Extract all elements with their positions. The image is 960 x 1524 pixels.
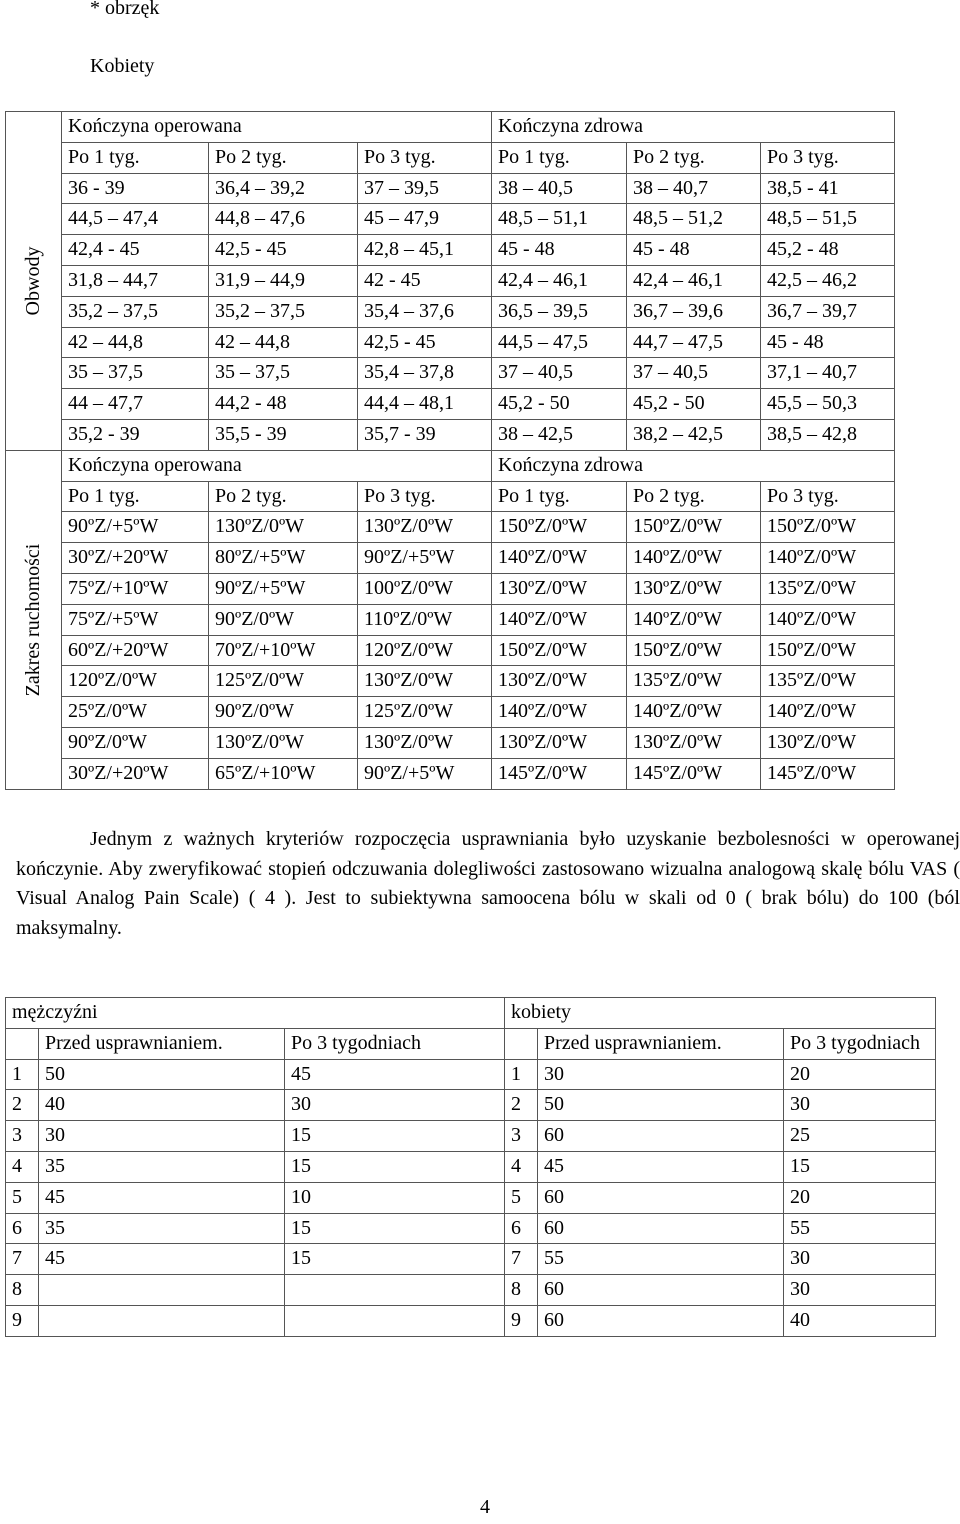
table-cell: 45,2 - 50 (627, 389, 761, 420)
table-cell: 3 (6, 1121, 39, 1152)
table-cell: 44,5 – 47,4 (62, 204, 209, 235)
table-cell: 40 (784, 1305, 936, 1336)
table-cell: 25ºZ/0ºW (62, 697, 209, 728)
table-cell: 9 (505, 1305, 538, 1336)
table-row (6, 327, 895, 358)
table-week-header-row (6, 142, 895, 173)
group-header-men: mężczyźni (6, 998, 505, 1029)
column-header-after: Po 3 tygodniach (285, 1028, 505, 1059)
side-label-zakres (6, 450, 62, 789)
table-cell (39, 1305, 285, 1336)
table-cell: 45 (39, 1244, 285, 1275)
table-cell: 1 (6, 1059, 39, 1090)
table-cell: 38,2 – 42,5 (627, 419, 761, 450)
table-row (6, 1305, 936, 1336)
table-cell: 130ºZ/0ºW (627, 727, 761, 758)
table-cell: 90ºZ/+5ºW (209, 573, 358, 604)
table-cell: 90ºZ/0ºW (209, 697, 358, 728)
table-cell: 42,8 – 45,1 (358, 235, 492, 266)
table-cell: 30 (784, 1244, 936, 1275)
table-cell: 35,4 – 37,6 (358, 296, 492, 327)
table-cell: 44,7 – 47,5 (627, 327, 761, 358)
side-label-obwody (6, 112, 62, 451)
table-cell: 120ºZ/0ºW (358, 635, 492, 666)
table-cell: 8 (505, 1275, 538, 1306)
table-cell: 38,5 – 42,8 (761, 419, 895, 450)
table-cell: 35 (39, 1151, 285, 1182)
table-cell: 8 (6, 1275, 39, 1306)
vas-paragraph (16, 825, 960, 943)
table-cell: 30ºZ/+20ºW (62, 758, 209, 789)
table-cell: 45,2 - 50 (492, 389, 627, 420)
table-cell: 42 - 45 (358, 265, 492, 296)
table-group-header-row (6, 450, 895, 481)
table-cell: 135ºZ/0ºW (761, 573, 895, 604)
table-cell: 65ºZ/+10ºW (209, 758, 358, 789)
table-cell: 36,7 – 39,7 (761, 296, 895, 327)
table-cell: 9 (6, 1305, 39, 1336)
table-cell: 60 (538, 1305, 784, 1336)
table-cell: 37,1 – 40,7 (761, 358, 895, 389)
table-cell: 15 (285, 1244, 505, 1275)
table-cell: 60 (538, 1275, 784, 1306)
week-header: Po 3 tyg. (761, 481, 895, 512)
empty-cell (6, 1028, 39, 1059)
table-cell: 130ºZ/0ºW (627, 573, 761, 604)
table-cell: 130ºZ/0ºW (492, 727, 627, 758)
table-cell: 6 (6, 1213, 39, 1244)
table-row (6, 204, 895, 235)
table-cell: 90ºZ/+5ºW (358, 758, 492, 789)
table-cell: 10 (285, 1182, 505, 1213)
empty-cell (505, 1028, 538, 1059)
table-cell: 37 – 40,5 (492, 358, 627, 389)
table-cell: 45 - 48 (627, 235, 761, 266)
table-cell: 130ºZ/0ºW (209, 727, 358, 758)
group-header-operated: Kończyna operowana (62, 112, 492, 143)
table-cell: 36,5 – 39,5 (492, 296, 627, 327)
table-cell (285, 1305, 505, 1336)
table-cell: 130ºZ/0ºW (492, 573, 627, 604)
table-cell: 15 (285, 1121, 505, 1152)
table-cell: 15 (285, 1151, 505, 1182)
week-header: Po 3 tyg. (358, 481, 492, 512)
table-cell: 5 (6, 1182, 39, 1213)
column-header-before: Przed usprawnianiem. (39, 1028, 285, 1059)
table-cell: 35 (39, 1213, 285, 1244)
table-week-header-row (6, 481, 895, 512)
table-cell: 42,5 - 45 (209, 235, 358, 266)
table-cell: 38,5 - 41 (761, 173, 895, 204)
table-cell: 130ºZ/0ºW (358, 512, 492, 543)
table-cell: 35,5 - 39 (209, 419, 358, 450)
table-row (6, 604, 895, 635)
table-row (6, 666, 895, 697)
week-header: Po 2 tyg. (627, 142, 761, 173)
table-row (6, 1244, 936, 1275)
table-cell: 20 (784, 1182, 936, 1213)
table-cell: 140ºZ/0ºW (627, 543, 761, 574)
table-cell: 1 (505, 1059, 538, 1090)
table-cell: 2 (6, 1090, 39, 1121)
week-header: Po 1 tyg. (492, 142, 627, 173)
footnote-oedema: * obrzęk (90, 0, 160, 19)
table-cell: 35,2 - 39 (62, 419, 209, 450)
table-cell: 42,5 - 45 (358, 327, 492, 358)
week-header: Po 2 tyg. (209, 142, 358, 173)
group-header-healthy: Kończyna zdrowa (492, 450, 895, 481)
table-cell: 44,2 - 48 (209, 389, 358, 420)
week-header: Po 3 tyg. (358, 142, 492, 173)
table-row (6, 1059, 936, 1090)
table-cell: 7 (6, 1244, 39, 1275)
table-row (6, 758, 895, 789)
table-cell: 36 - 39 (62, 173, 209, 204)
table-cell: 30 (784, 1275, 936, 1306)
table-row (6, 389, 895, 420)
table-cell: 90ºZ/+5ºW (62, 512, 209, 543)
table-cell (285, 1275, 505, 1306)
vas-group-header-row (6, 998, 936, 1029)
week-header: Po 1 tyg. (62, 142, 209, 173)
table-cell: 7 (505, 1244, 538, 1275)
table-row (6, 358, 895, 389)
circumference-mobility-table (5, 111, 895, 790)
table-cell: 100ºZ/0ºW (358, 573, 492, 604)
vas-column-header-row (6, 1028, 936, 1059)
table-cell: 6 (505, 1213, 538, 1244)
table-cell: 30 (784, 1090, 936, 1121)
table-cell: 60ºZ/+20ºW (62, 635, 209, 666)
page-number: 4 (480, 1496, 490, 1518)
table-cell: 150ºZ/0ºW (627, 635, 761, 666)
table-cell: 60 (538, 1121, 784, 1152)
table-cell: 90ºZ/0ºW (209, 604, 358, 635)
table-cell: 35,2 – 37,5 (209, 296, 358, 327)
table-cell: 30 (39, 1121, 285, 1152)
table-cell: 40 (39, 1090, 285, 1121)
table-cell: 150ºZ/0ºW (627, 512, 761, 543)
table-cell: 3 (505, 1121, 538, 1152)
table-cell: 135ºZ/0ºW (761, 666, 895, 697)
table-row (6, 419, 895, 450)
group-label-women: Kobiety (90, 55, 155, 77)
table-cell: 60 (538, 1182, 784, 1213)
table-cell: 42 – 44,8 (209, 327, 358, 358)
table-cell: 42,4 - 45 (62, 235, 209, 266)
table-row (6, 1151, 936, 1182)
table-cell: 80ºZ/+5ºW (209, 543, 358, 574)
table-group-header-row (6, 112, 895, 143)
table-cell: 125ºZ/0ºW (209, 666, 358, 697)
table-cell: 30ºZ/+20ºW (62, 543, 209, 574)
table-row (6, 235, 895, 266)
table-cell: 38 – 40,7 (627, 173, 761, 204)
table-cell: 31,8 – 44,7 (62, 265, 209, 296)
table-cell: 55 (538, 1244, 784, 1275)
table-cell: 140ºZ/0ºW (761, 604, 895, 635)
table-cell: 45,2 - 48 (761, 235, 895, 266)
table-cell: 37 – 39,5 (358, 173, 492, 204)
table-cell: 125ºZ/0ºW (358, 697, 492, 728)
table-cell: 145ºZ/0ºW (627, 758, 761, 789)
table-row (6, 697, 895, 728)
table-row (6, 543, 895, 574)
table-cell: 15 (285, 1213, 505, 1244)
table-cell: 130ºZ/0ºW (761, 727, 895, 758)
vas-paragraph-text: Jednym z ważnych kryteriów rozpoczęcia usprawniania było uzyskanie bezbolesności w operowanej kończynie. Aby zweryfikować stopień odczuwania dolegliwości zastosowano wizualna analogową skalę bólu VAS ( Visual Analog Pain Scale) ( 4 ). Jest to subiektywna samoocena bólu w skali od 0 ( brak bólu) do 100 (ból maksymalny. (16, 828, 960, 939)
table-cell: 30 (538, 1059, 784, 1090)
table-cell: 150ºZ/0ºW (492, 512, 627, 543)
table-cell: 70ºZ/+10ºW (209, 635, 358, 666)
table-cell (39, 1275, 285, 1306)
table-cell: 135ºZ/0ºW (627, 666, 761, 697)
table-cell: 45 (538, 1151, 784, 1182)
table-cell: 37 – 40,5 (627, 358, 761, 389)
table-cell: 45 - 48 (761, 327, 895, 358)
table-cell: 2 (505, 1090, 538, 1121)
table-cell: 45 - 48 (492, 235, 627, 266)
table-row (6, 727, 895, 758)
table-cell: 130ºZ/0ºW (358, 727, 492, 758)
table-row (6, 1090, 936, 1121)
week-header: Po 1 tyg. (62, 481, 209, 512)
table-cell: 130ºZ/0ºW (358, 666, 492, 697)
week-header: Po 1 tyg. (492, 481, 627, 512)
table-cell: 4 (6, 1151, 39, 1182)
table-cell: 130ºZ/0ºW (209, 512, 358, 543)
table-cell: 35 – 37,5 (209, 358, 358, 389)
table-cell: 130ºZ/0ºW (492, 666, 627, 697)
table-cell: 45,5 – 50,3 (761, 389, 895, 420)
table-cell: 45 (285, 1059, 505, 1090)
side-label-text: Zakres ruchomości (21, 543, 44, 697)
table-cell: 45 – 47,9 (358, 204, 492, 235)
table-cell: 42 – 44,8 (62, 327, 209, 358)
group-header-operated: Kończyna operowana (62, 450, 492, 481)
table-row (6, 1213, 936, 1244)
table-row (6, 512, 895, 543)
table-cell: 140ºZ/0ºW (627, 697, 761, 728)
table-cell: 140ºZ/0ºW (761, 543, 895, 574)
table-row (6, 265, 895, 296)
table-cell: 140ºZ/0ºW (492, 697, 627, 728)
group-header-healthy: Kończyna zdrowa (492, 112, 895, 143)
table-cell: 15 (784, 1151, 936, 1182)
table-cell: 38 – 42,5 (492, 419, 627, 450)
side-label-text: Obwody (21, 246, 44, 316)
table-cell: 36,4 – 39,2 (209, 173, 358, 204)
table-cell: 90ºZ/+5ºW (358, 543, 492, 574)
table-cell: 120ºZ/0ºW (62, 666, 209, 697)
table-cell: 150ºZ/0ºW (761, 512, 895, 543)
table-cell: 60 (538, 1213, 784, 1244)
column-header-after: Po 3 tygodniach (784, 1028, 936, 1059)
table-cell: 140ºZ/0ºW (492, 543, 627, 574)
table-cell: 75ºZ/+5ºW (62, 604, 209, 635)
table-cell: 140ºZ/0ºW (492, 604, 627, 635)
table-cell: 145ºZ/0ºW (761, 758, 895, 789)
table-cell: 30 (285, 1090, 505, 1121)
table-cell: 140ºZ/0ºW (761, 697, 895, 728)
table-cell: 44 – 47,7 (62, 389, 209, 420)
table-cell: 35,2 – 37,5 (62, 296, 209, 327)
table-cell: 44,5 – 47,5 (492, 327, 627, 358)
table-row (6, 173, 895, 204)
table-cell: 48,5 – 51,2 (627, 204, 761, 235)
table-row (6, 296, 895, 327)
table-cell: 110ºZ/0ºW (358, 604, 492, 635)
table-cell: 140ºZ/0ºW (627, 604, 761, 635)
table-row (6, 573, 895, 604)
table-cell: 31,9 – 44,9 (209, 265, 358, 296)
table-row (6, 1275, 936, 1306)
table-cell: 35 – 37,5 (62, 358, 209, 389)
table-cell: 44,4 – 48,1 (358, 389, 492, 420)
table-cell: 38 – 40,5 (492, 173, 627, 204)
vas-score-table (5, 997, 936, 1337)
table-cell: 150ºZ/0ºW (761, 635, 895, 666)
table-cell: 50 (39, 1059, 285, 1090)
week-header: Po 3 tyg. (761, 142, 895, 173)
table-cell: 4 (505, 1151, 538, 1182)
table-cell: 20 (784, 1059, 936, 1090)
table-cell: 44,8 – 47,6 (209, 204, 358, 235)
table-cell: 42,4 – 46,1 (492, 265, 627, 296)
table-row (6, 1121, 936, 1152)
table-cell: 35,4 – 37,8 (358, 358, 492, 389)
week-header: Po 2 tyg. (627, 481, 761, 512)
table-cell: 42,4 – 46,1 (627, 265, 761, 296)
table-cell: 45 (39, 1182, 285, 1213)
table-row (6, 635, 895, 666)
table-cell: 145ºZ/0ºW (492, 758, 627, 789)
table-cell: 35,7 - 39 (358, 419, 492, 450)
table-cell: 48,5 – 51,1 (492, 204, 627, 235)
table-cell: 48,5 – 51,5 (761, 204, 895, 235)
table-cell: 75ºZ/+10ºW (62, 573, 209, 604)
group-header-women: kobiety (505, 998, 936, 1029)
table-cell: 55 (784, 1213, 936, 1244)
table-cell: 42,5 – 46,2 (761, 265, 895, 296)
table-cell: 50 (538, 1090, 784, 1121)
table-cell: 25 (784, 1121, 936, 1152)
column-header-before: Przed usprawnianiem. (538, 1028, 784, 1059)
table-cell: 5 (505, 1182, 538, 1213)
table-cell: 36,7 – 39,6 (627, 296, 761, 327)
table-cell: 90ºZ/0ºW (62, 727, 209, 758)
table-row (6, 1182, 936, 1213)
week-header: Po 2 tyg. (209, 481, 358, 512)
table-cell: 150ºZ/0ºW (492, 635, 627, 666)
